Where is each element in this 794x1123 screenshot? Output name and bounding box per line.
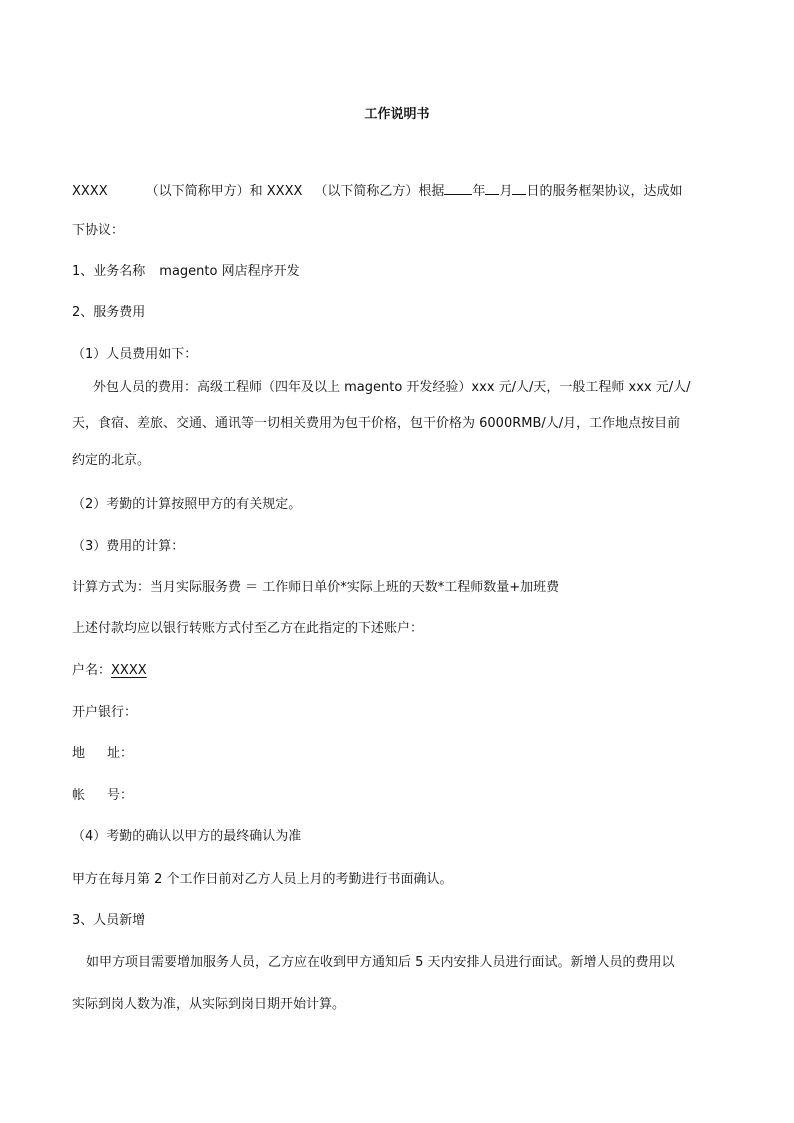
account-number-label-part-1: 帐 bbox=[72, 788, 86, 803]
section-3-heading: 3、人员新增 bbox=[72, 913, 146, 928]
bank-row: 开户银行： bbox=[72, 705, 138, 720]
month-blank bbox=[485, 180, 499, 195]
section-2-4-paragraph: 甲方在每月第 2 个工作日前对乙方人员上月的考勤进行书面确认。 bbox=[72, 872, 453, 887]
section-1-value: magento 网店程序开发 bbox=[159, 264, 300, 279]
address-label-part-1: 地 bbox=[72, 746, 86, 761]
section-1-label: 1、业务名称 bbox=[72, 264, 146, 279]
address-row bbox=[72, 745, 133, 763]
account-number-label-part-2: 号： bbox=[107, 788, 134, 803]
section-3-paragraph-line-1: 如甲方项目需要增加服务人员，乙方应在收到甲方通知后 5 天内安排人员进行面试。新增人员的费用以 bbox=[86, 955, 675, 970]
address-label-part-2: 址： bbox=[107, 746, 134, 761]
intro-line-1 bbox=[72, 180, 682, 201]
account-name-label: 户名： bbox=[72, 663, 112, 678]
day-blank bbox=[512, 180, 526, 195]
section-1 bbox=[72, 263, 300, 281]
section-2-heading: 2、服务费用 bbox=[72, 305, 146, 320]
year-label: 年 bbox=[472, 184, 486, 199]
section-2-1-paragraph-line-2: 天，食宿、差旅、交通、通讯等一切相关费用为包干价格，包干价格为 6000RMB/人/月，工作地点按目前 bbox=[72, 416, 681, 431]
party-a-note: （以下简称甲方）和 bbox=[145, 184, 263, 199]
day-label: 日的服务框架协议，达成如 bbox=[526, 184, 683, 199]
account-name-row bbox=[72, 662, 147, 680]
account-name-value: XXXX bbox=[111, 663, 147, 678]
account-number-row bbox=[72, 787, 133, 805]
section-2-1-heading: （1）人员费用如下： bbox=[72, 347, 198, 362]
section-2-1-paragraph-line-1: 外包人员的费用：高级工程师（四年及以上 magento 开发经验）xxx 元/人/天，一般工程师 xxx 元/人/ bbox=[93, 380, 691, 395]
fee-formula: 计算方式为：当月实际服务费 ＝ 工作师日单价*实际上班的天数*工程师数量+加班费 bbox=[72, 580, 560, 595]
intro-line-2: 下协议： bbox=[72, 223, 125, 238]
party-b-name: XXXX bbox=[266, 184, 303, 199]
party-a-name: XXXX bbox=[72, 184, 108, 199]
year-blank bbox=[444, 180, 472, 195]
payment-note: 上述付款均应以银行转账方式付至乙方在此指定的下述账户： bbox=[72, 621, 424, 636]
section-3-paragraph-line-2: 实际到岗人数为准，从实际到岗日期开始计算。 bbox=[72, 997, 346, 1012]
section-2-1-paragraph-line-3: 约定的北京。 bbox=[72, 453, 151, 468]
section-2-4: （4）考勤的确认以甲方的最终确认为准 bbox=[72, 829, 302, 844]
section-2-3: （3）费用的计算： bbox=[72, 539, 185, 554]
document-title: 工作说明书 bbox=[364, 107, 430, 122]
section-2-2: （2）考勤的计算按照甲方的有关规定。 bbox=[72, 497, 302, 512]
party-b-note: （以下简称乙方）根据 bbox=[314, 184, 445, 199]
month-label: 月 bbox=[499, 184, 513, 199]
